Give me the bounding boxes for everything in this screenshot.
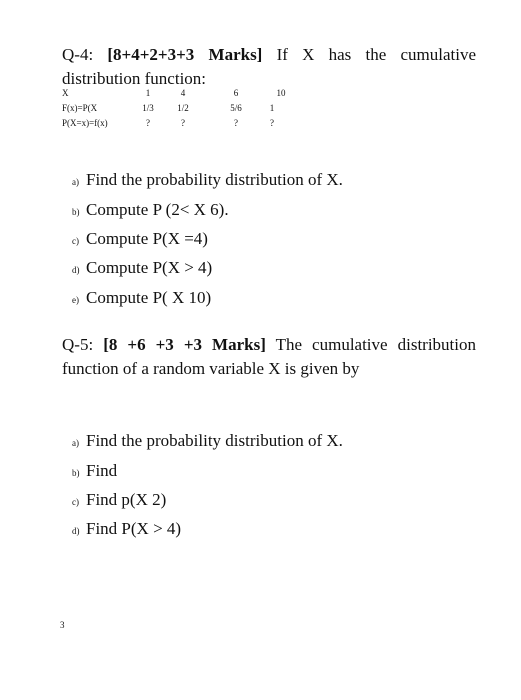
item-text: Find P(X > 4) [86,519,182,538]
pmf-value-cell: ? [146,118,150,128]
row-label-x: X [62,88,69,98]
q4-item-d [72,257,212,281]
q5-number: Q-5: [62,335,94,354]
item-label: a) [72,177,79,187]
item-label: c) [72,497,79,507]
item-label: d) [72,265,80,275]
pmf-value-cell: ? [181,118,185,128]
q4-marks: [8+4+2+3+3 Marks] [107,45,263,64]
q4-number: Q-4: [62,45,94,64]
q4-item-e [72,287,211,311]
cdf-value-cell: 1/2 [177,103,189,113]
item-text: Compute P(X =4) [86,229,208,248]
x-value-cell: 6 [233,88,239,98]
item-label: b) [72,468,80,478]
q5-marks: [8 +6 +3 +3 Marks] [103,335,266,354]
item-text: Find the probability distribution of X. [86,431,343,450]
item-label: e) [72,295,79,305]
page-number: 3 [60,620,65,630]
x-value-cell: 10 [276,88,286,98]
pmf-value-cell: ? [270,118,274,128]
q4-item-c [72,228,208,252]
row-label-cdf: F(x)=P(X [62,103,98,113]
q4-statement: If X has the cumulative distribution function: [62,45,476,88]
item-text: Compute P( X 10) [86,288,212,307]
cdf-value-cell: 1/3 [142,103,154,113]
item-text: Find the probability distribution of X. [86,170,343,189]
q4-item-b [72,199,229,223]
q5-statement: The cumulative distribution function of a random variable X is given by [62,335,476,378]
q5-item-b [72,460,117,484]
item-text: Find p(X 2) [86,490,167,509]
cdf-value-cell: 5/6 [230,103,242,113]
q4-item-a [72,169,343,193]
q5-item-c [72,489,166,513]
cdf-value-cell: 1 [269,103,275,113]
item-label: a) [72,438,79,448]
row-label-pmf: P(X=x)=f(x) [62,118,108,128]
item-text: Compute P(X > 4) [86,258,213,277]
q5-heading [62,333,476,381]
x-value-cell: 1 [145,88,151,98]
item-text: Compute P (2< X 6). [86,200,229,219]
item-label: c) [72,236,79,246]
pmf-value-cell: ? [234,118,238,128]
q5-item-a [72,430,343,454]
x-value-cell: 4 [180,88,186,98]
item-label: d) [72,526,80,536]
q5-item-d [72,518,181,542]
item-text: Find [86,461,118,480]
q4-heading [62,43,476,91]
item-label: b) [72,207,80,217]
